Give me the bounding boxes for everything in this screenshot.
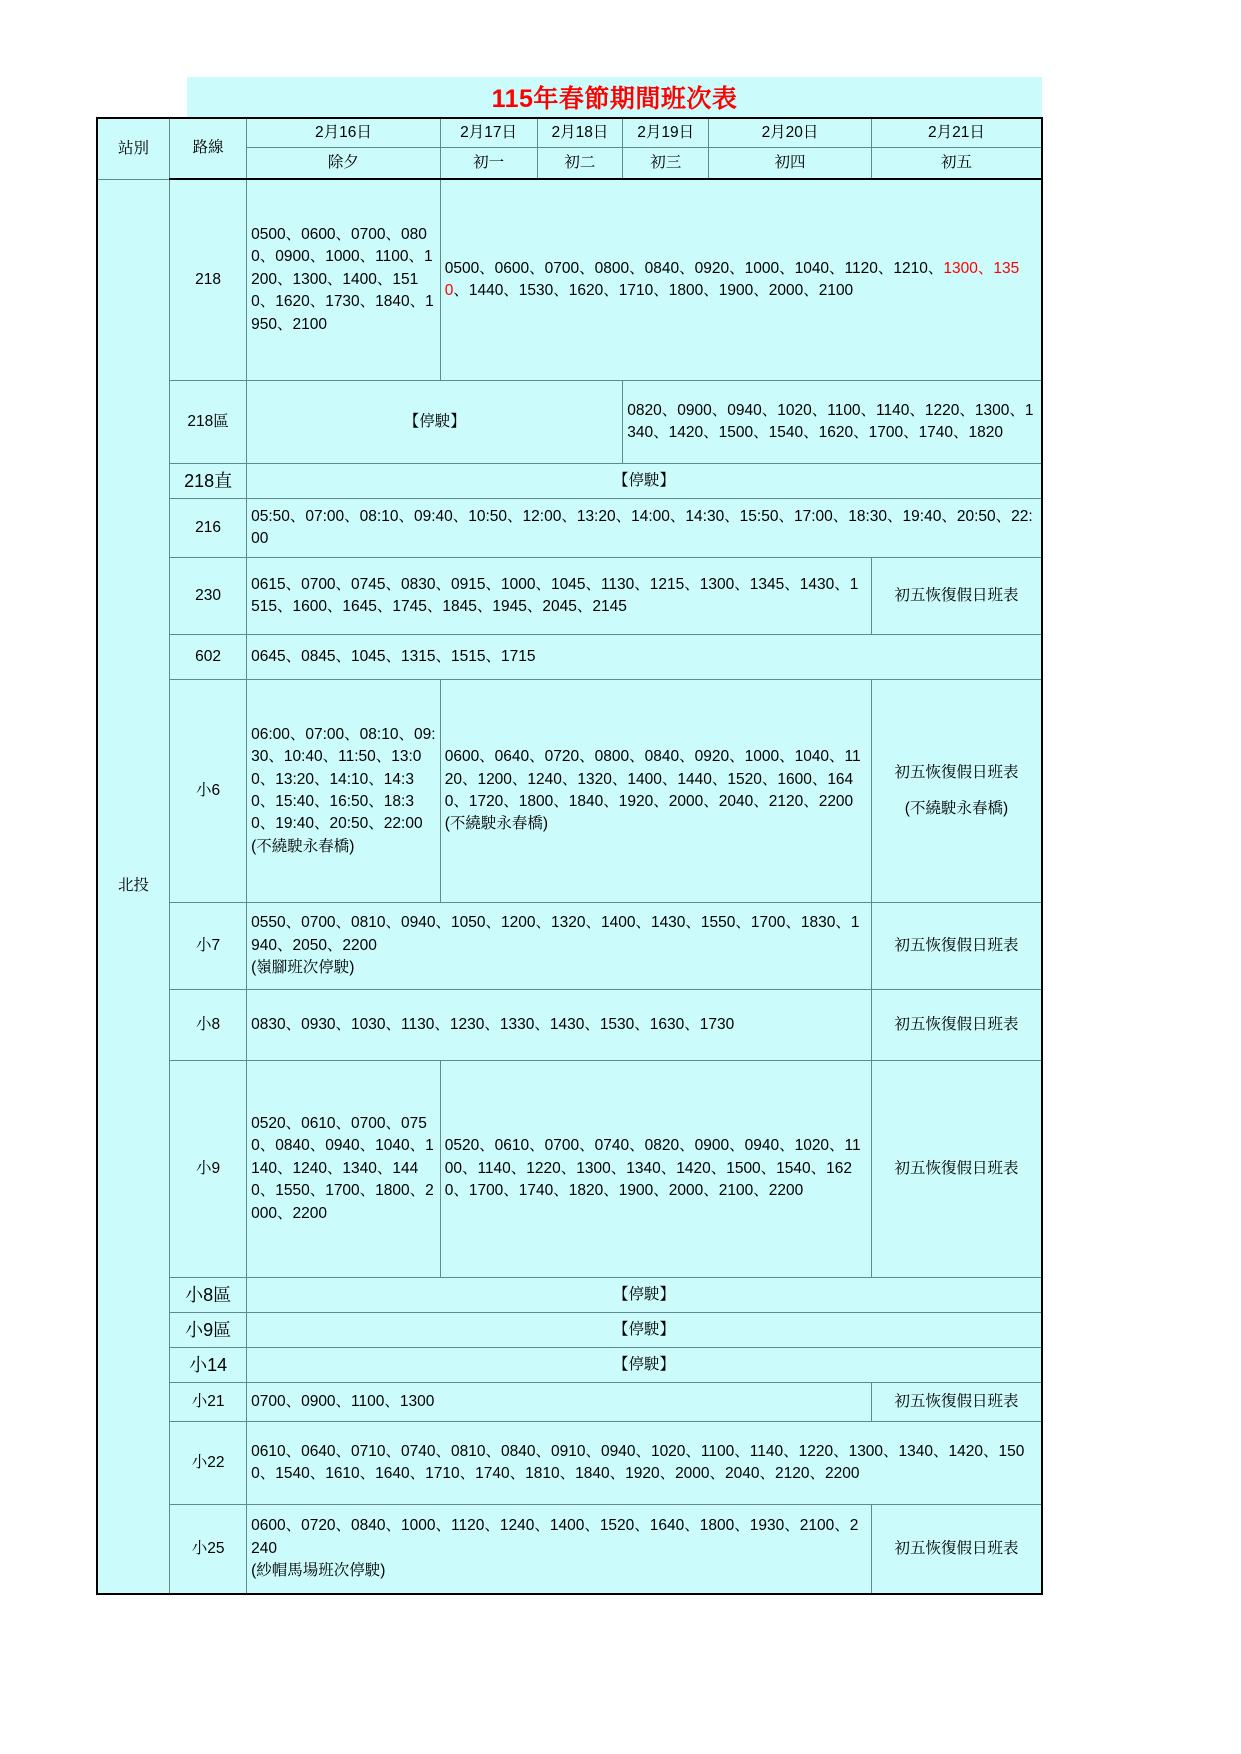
route-cell-218z: 218直 <box>170 464 247 499</box>
title-banner <box>187 77 1042 117</box>
times-218-sep: 、 <box>977 259 994 277</box>
page-title: 115年春節期間班次表 <box>491 85 738 113</box>
times-218-highlight-1300: 1300 <box>943 259 978 277</box>
times-218q: 0820、0900、0940、1020、1100、1140、1220、1300、1340、1420、1500、1540、1620、1700、1740、1820 <box>623 381 1042 464</box>
route-cell-x6: 小6 <box>170 680 247 903</box>
header-date-0218: 2月18日 <box>537 118 623 148</box>
times-x25-note: (紗帽馬場班次停駛) <box>251 1562 386 1580</box>
table-row <box>97 635 1042 680</box>
header-date-0217: 2月17日 <box>440 118 537 148</box>
table-row <box>97 381 1042 464</box>
route-cell-x14: 小14 <box>170 1348 247 1383</box>
note-x6-restore <box>871 680 1042 903</box>
status-x9q-suspended: 【停駛】 <box>247 1313 1042 1348</box>
times-230: 0615、0700、0745、0830、0915、1000、1045、1130、1215、1300、1345、1430、1515、1600、1645、1745、1845、1945、2045、2145 <box>247 558 872 635</box>
table-row <box>97 680 1042 903</box>
times-218-rest <box>440 179 1042 381</box>
route-cell-x8: 小8 <box>170 990 247 1061</box>
times-x9-mid: 0520、0610、0700、0740、0820、0900、0940、1020、1100、1140、1220、1300、1340、1420、1500、1540、1620、1700、1740、1820、1900、2000、2100、2200 <box>440 1061 871 1278</box>
station-cell-beitou: 北投 <box>97 179 170 1594</box>
times-218-chuxi: 0500、0600、0700、0800、0900、1000、1100、1200、1300、1400、1510、1620、1730、1840、1950、2100 <box>247 179 441 381</box>
header-date-0219: 2月19日 <box>623 118 709 148</box>
times-218-rest-pre: 0500、0600、0700、0800、0840、0920、1000、1040、1120、1210、 <box>444 259 944 277</box>
note-x6-no-yongchun: (不繞駛永春橋) <box>904 800 1009 817</box>
route-cell-230: 230 <box>170 558 247 635</box>
header-day-chusan: 初三 <box>623 148 709 180</box>
header-route: 路線 <box>170 118 247 179</box>
table-row <box>97 1505 1042 1595</box>
route-cell-x9: 小9 <box>170 1061 247 1278</box>
times-x25 <box>247 1505 872 1595</box>
route-cell-218: 218 <box>170 179 247 381</box>
note-230-restore: 初五恢復假日班表 <box>871 558 1042 635</box>
table-row <box>97 1383 1042 1422</box>
table-row <box>97 1422 1042 1505</box>
note-x6-restore-text: 初五恢復假日班表 <box>894 763 1019 781</box>
route-cell-x22: 小22 <box>170 1422 247 1505</box>
table-row <box>97 903 1042 990</box>
times-x6-mid <box>440 680 871 903</box>
route-cell-216: 216 <box>170 499 247 558</box>
times-x8: 0830、0930、1030、1130、1230、1330、1430、1530、1630、1730 <box>247 990 872 1061</box>
table-row <box>97 558 1042 635</box>
route-cell-x25: 小25 <box>170 1505 247 1595</box>
header-day-chusi: 初四 <box>709 148 872 180</box>
times-x22: 0610、0640、0710、0740、0810、0840、0910、0940、1020、1100、1140、1220、1300、1340、1420、1500、1540、1610、1640、1710、1740、1810、1840、1920、2000、2040、2120、2200 <box>247 1422 1042 1505</box>
header-day-chuxi: 除夕 <box>247 148 441 180</box>
header-date-0216: 2月16日 <box>247 118 441 148</box>
times-216: 05:50、07:00、08:10、09:40、10:50、12:00、13:20、14:00、14:30、15:50、17:00、18:30、19:40、20:50、22:00 <box>247 499 1042 558</box>
times-602: 0645、0845、1045、1315、1515、1715 <box>247 635 1042 680</box>
header-day-chuer: 初二 <box>537 148 623 180</box>
times-x6-chuxi: 06:00、07:00、08:10、09:30、10:40、11:50、13:00、13:20、14:10、14:30、15:40、16:50、18:30、19:40、20:50、22:00(不繞駛永春橋) <box>247 680 441 903</box>
header-station: 站別 <box>97 118 170 179</box>
header-row-dates <box>97 118 1042 148</box>
times-x21: 0700、0900、1100、1300 <box>247 1383 872 1422</box>
note-x9-restore: 初五恢復假日班表 <box>871 1061 1042 1278</box>
times-x7-list: 0550、0700、0810、0940、1050、1200、1320、1400、1430、1550、1700、1830、1940、2050、2200 <box>251 914 860 954</box>
times-x7-note: (嶺腳班次停駛) <box>251 959 355 977</box>
table-row <box>97 464 1042 499</box>
schedule-table <box>96 117 1043 1595</box>
table-row <box>97 1278 1042 1313</box>
status-x14-suspended: 【停駛】 <box>247 1348 1042 1383</box>
route-cell-x8q: 小8區 <box>170 1278 247 1313</box>
table-row <box>97 179 1042 381</box>
note-x7-restore: 初五恢復假日班表 <box>871 903 1042 990</box>
route-cell-x21: 小21 <box>170 1383 247 1422</box>
header-day-chuyi: 初一 <box>440 148 537 180</box>
route-cell-x7: 小7 <box>170 903 247 990</box>
header-date-0221: 2月21日 <box>871 118 1042 148</box>
note-x8-restore: 初五恢復假日班表 <box>871 990 1042 1061</box>
route-cell-x9q: 小9區 <box>170 1313 247 1348</box>
route-cell-218q: 218區 <box>170 381 247 464</box>
status-218z-suspended: 【停駛】 <box>247 464 1042 499</box>
table-row <box>97 1061 1042 1278</box>
times-x9-chuxi: 0520、0610、0700、0750、0840、0940、1040、1140、1240、1340、1440、1550、1700、1800、2000、2200 <box>247 1061 441 1278</box>
route-cell-602: 602 <box>170 635 247 680</box>
times-218-highlight-1350: 1350 <box>444 259 1020 299</box>
header-date-0220: 2月20日 <box>709 118 872 148</box>
table-row <box>97 1313 1042 1348</box>
header-day-chuwu: 初五 <box>871 148 1042 180</box>
times-218-rest-post: 、1440、1530、1620、1710、1800、1900、2000、2100 <box>453 282 854 299</box>
times-x25-list: 0600、0720、0840、1000、1120、1240、1400、1520、1640、1800、1930、2100、2240 <box>251 1517 859 1557</box>
times-x6-mid-list: 0600、0640、0720、0800、0840、0920、1000、1040、1120、1200、1240、1320、1400、1440、1520、1600、1640、1720、1800、1840、1920、2000、2040、2120、2200 <box>444 748 861 810</box>
table-row <box>97 1348 1042 1383</box>
table-row <box>97 499 1042 558</box>
times-x7 <box>247 903 872 990</box>
note-x25-restore: 初五恢復假日班表 <box>871 1505 1042 1595</box>
schedule-table-wrapper <box>96 117 1043 1595</box>
table-row <box>97 990 1042 1061</box>
status-x8q-suspended: 【停駛】 <box>247 1278 1042 1313</box>
note-x21-restore: 初五恢復假日班表 <box>871 1383 1042 1422</box>
times-x6-mid-note: (不繞駛永春橋) <box>444 815 549 833</box>
status-218q-suspended: 【停駛】 <box>247 381 623 464</box>
